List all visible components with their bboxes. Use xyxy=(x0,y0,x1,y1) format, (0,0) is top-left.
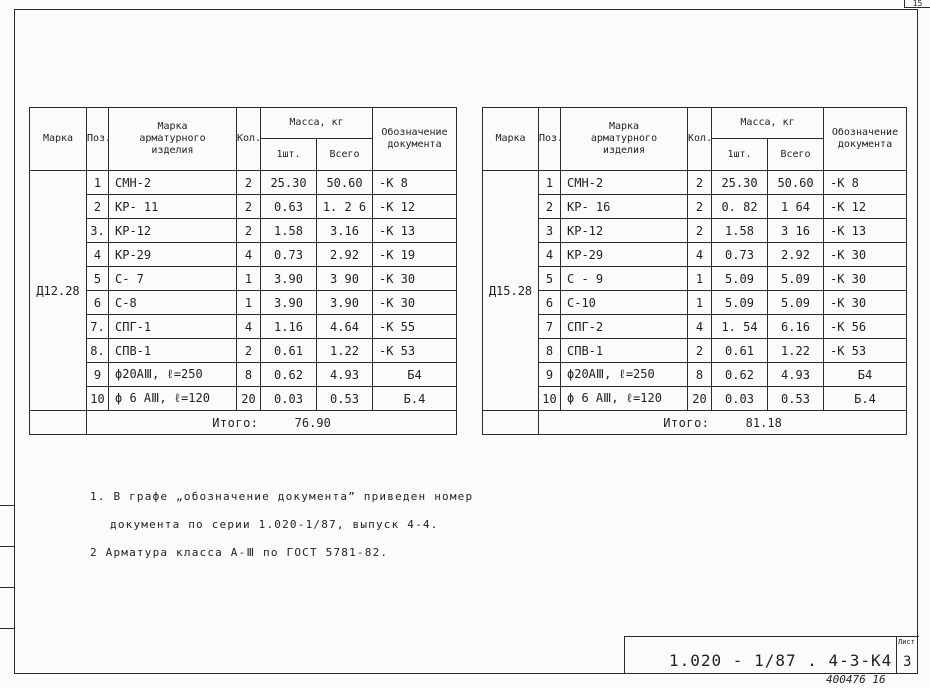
cell-qty: 2 xyxy=(237,171,261,195)
cell-qty: 1 xyxy=(237,291,261,315)
cell-doc: -К 30 xyxy=(373,291,457,315)
binding-strip-cell xyxy=(0,465,14,506)
cell-pos: 5 xyxy=(539,267,561,291)
cell-unit-mass: 0.61 xyxy=(261,339,317,363)
cell-item: КР-12 xyxy=(109,219,237,243)
header-item-mark-line: изделия xyxy=(151,145,194,156)
cell-unit-mass: 0.73 xyxy=(261,243,317,267)
binding-strip-cell xyxy=(0,506,14,547)
cell-total-mass: 50.60 xyxy=(768,171,824,195)
cell-pos: 1 xyxy=(539,171,561,195)
total-value: 76.90 xyxy=(294,415,331,430)
total-empty-cell xyxy=(483,411,539,435)
frame-right-line xyxy=(917,9,918,673)
cell-qty: 2 xyxy=(688,339,712,363)
cell-total-mass: 1 64 xyxy=(768,195,824,219)
cell-unit-mass: 25.30 xyxy=(712,171,768,195)
cell-doc: -К 30 xyxy=(824,243,907,267)
cell-total-mass: 5.09 xyxy=(768,291,824,315)
cell-qty: 1 xyxy=(237,267,261,291)
corner-number: 15 xyxy=(904,0,930,8)
cell-doc: -К 30 xyxy=(373,267,457,291)
header-pos: Поз. xyxy=(539,108,561,171)
table-row xyxy=(483,243,907,267)
table-row xyxy=(30,267,457,291)
cell-unit-mass: 25.30 xyxy=(261,171,317,195)
header-doc-line: документа xyxy=(837,139,893,150)
table-row xyxy=(483,219,907,243)
cell-qty: 4 xyxy=(237,315,261,339)
table-row xyxy=(483,387,907,411)
cell-doc: Б.4 xyxy=(373,387,457,411)
cell-total-mass: 0.53 xyxy=(317,387,373,411)
note-line: 1. В графе „обозначение документа” приведен номер xyxy=(90,490,474,503)
table-row xyxy=(483,339,907,363)
table-row xyxy=(483,267,907,291)
cell-qty: 2 xyxy=(688,171,712,195)
cell-pos: 7 xyxy=(539,315,561,339)
cell-qty: 2 xyxy=(688,195,712,219)
cell-unit-mass: 3.90 xyxy=(261,291,317,315)
cell-qty: 2 xyxy=(237,219,261,243)
cell-total-mass: 3.16 xyxy=(317,219,373,243)
table-row xyxy=(30,219,457,243)
total-empty-cell xyxy=(30,411,87,435)
cell-item: КР- 11 xyxy=(109,195,237,219)
cell-qty: 2 xyxy=(688,219,712,243)
header-mass-total: Всего xyxy=(768,139,824,171)
header-item-mark-line: изделия xyxy=(602,145,646,156)
total-label: Итого: xyxy=(663,415,710,430)
cell-item: ϕ20АⅢ, ℓ=250 xyxy=(561,363,688,387)
cell-unit-mass: 1. 54 xyxy=(712,315,768,339)
product-mark: Д12.28 xyxy=(30,171,87,411)
cell-doc: Б4 xyxy=(373,363,457,387)
cell-doc: -К 53 xyxy=(373,339,457,363)
cell-doc: -К 30 xyxy=(824,267,907,291)
header-qty: Кол. xyxy=(237,108,261,171)
table-row xyxy=(30,363,457,387)
cell-unit-mass: 3.90 xyxy=(261,267,317,291)
header-qty: Кол. xyxy=(688,108,712,171)
sheet-number: 3 xyxy=(903,654,912,670)
header-mark: Марка xyxy=(30,108,87,171)
header-mark: Марка xyxy=(483,108,539,171)
header-mass: Масса, кг xyxy=(712,108,824,139)
cell-total-mass: 2.92 xyxy=(317,243,373,267)
header-mass: Масса, кг xyxy=(261,108,373,139)
cell-unit-mass: 0.61 xyxy=(712,339,768,363)
cell-doc: -К 19 xyxy=(373,243,457,267)
drawing-code: 1.020 - 1/87 . 4-3-К4 xyxy=(669,651,893,670)
cell-unit-mass: 0.63 xyxy=(261,195,317,219)
cell-item: КР-29 xyxy=(561,243,688,267)
cell-unit-mass: 1.58 xyxy=(261,219,317,243)
cell-unit-mass: 0.73 xyxy=(712,243,768,267)
total-label: Итого: xyxy=(212,415,259,430)
cell-doc: -К 56 xyxy=(824,315,907,339)
cell-pos: 5 xyxy=(87,267,109,291)
cell-pos: 7. xyxy=(87,315,109,339)
cell-doc: -К 53 xyxy=(824,339,907,363)
cell-qty: 20 xyxy=(237,387,261,411)
cell-pos: 8 xyxy=(539,339,561,363)
cell-total-mass: 50.60 xyxy=(317,171,373,195)
table-row xyxy=(30,339,457,363)
cell-pos: 6 xyxy=(539,291,561,315)
binding-strip-cell xyxy=(0,588,14,629)
cell-unit-mass: 1.16 xyxy=(261,315,317,339)
table-row xyxy=(30,387,457,411)
cell-unit-mass: 0.62 xyxy=(712,363,768,387)
table-row xyxy=(483,171,907,195)
cell-item: СПВ-1 xyxy=(109,339,237,363)
cell-item: КР-29 xyxy=(109,243,237,267)
cell-total-mass: 4.93 xyxy=(768,363,824,387)
cell-doc: -К 13 xyxy=(824,219,907,243)
cell-qty: 2 xyxy=(237,339,261,363)
cell-item: С- 7 xyxy=(109,267,237,291)
cell-doc: -К 8 xyxy=(373,171,457,195)
spec-table-left xyxy=(29,107,457,435)
cell-item: ϕ 6 АⅢ, ℓ=120 xyxy=(109,387,237,411)
cell-pos: 10 xyxy=(539,387,561,411)
cell-unit-mass: 0. 82 xyxy=(712,195,768,219)
cell-qty: 4 xyxy=(688,315,712,339)
binding-strip xyxy=(0,465,15,673)
cell-qty: 4 xyxy=(688,243,712,267)
header-mass-total: Всего xyxy=(317,139,373,171)
cell-qty: 1 xyxy=(688,267,712,291)
table-row xyxy=(30,171,457,195)
cell-pos: 8. xyxy=(87,339,109,363)
title-block xyxy=(624,636,919,674)
table-row xyxy=(483,195,907,219)
cell-pos: 2 xyxy=(539,195,561,219)
cell-total-mass: 3 16 xyxy=(768,219,824,243)
header-item-mark-line: Марка xyxy=(608,121,640,132)
cell-item: СПГ-1 xyxy=(109,315,237,339)
cell-unit-mass: 1.58 xyxy=(712,219,768,243)
cell-item: С-8 xyxy=(109,291,237,315)
cell-total-mass: 1. 2 6 xyxy=(317,195,373,219)
cell-pos: 1 xyxy=(87,171,109,195)
cell-qty: 8 xyxy=(237,363,261,387)
header-item-mark xyxy=(561,108,688,171)
total-cell xyxy=(539,411,907,435)
header-item-mark-line: арматурного xyxy=(139,133,206,144)
cell-total-mass: 1.22 xyxy=(768,339,824,363)
cell-item: ϕ20АⅢ, ℓ=250 xyxy=(109,363,237,387)
cell-pos: 3. xyxy=(87,219,109,243)
cell-pos: 9 xyxy=(539,363,561,387)
cell-total-mass: 1.22 xyxy=(317,339,373,363)
cell-total-mass: 3.90 xyxy=(317,291,373,315)
cell-qty: 1 xyxy=(688,291,712,315)
sheet-box xyxy=(896,637,919,674)
cell-total-mass: 2.92 xyxy=(768,243,824,267)
cell-item: СМН-2 xyxy=(561,171,688,195)
cell-qty: 2 xyxy=(237,195,261,219)
header-item-mark-line: Марка xyxy=(157,121,188,132)
cell-unit-mass: 0.03 xyxy=(712,387,768,411)
header-doc-line: Обозначение xyxy=(831,127,899,138)
header-doc-line: документа xyxy=(387,139,442,150)
cell-doc: Б4 xyxy=(824,363,907,387)
cell-total-mass: 3 90 xyxy=(317,267,373,291)
cell-item: ϕ 6 АⅢ, ℓ=120 xyxy=(561,387,688,411)
cell-unit-mass: 5.09 xyxy=(712,291,768,315)
cell-pos: 6 xyxy=(87,291,109,315)
cell-pos: 4 xyxy=(539,243,561,267)
cell-qty: 8 xyxy=(688,363,712,387)
cell-item: С-10 xyxy=(561,291,688,315)
table-row xyxy=(30,291,457,315)
header-doc xyxy=(373,108,457,171)
cell-unit-mass: 5.09 xyxy=(712,267,768,291)
cell-item: С - 9 xyxy=(561,267,688,291)
total-cell xyxy=(87,411,457,435)
header-item-mark-line: арматурного xyxy=(590,133,658,144)
header-doc-line: Обозначение xyxy=(381,127,448,138)
archive-number: 400476 16 xyxy=(826,673,886,686)
cell-item: КР-12 xyxy=(561,219,688,243)
cell-item: КР- 16 xyxy=(561,195,688,219)
cell-doc: -К 55 xyxy=(373,315,457,339)
total-row xyxy=(30,411,457,435)
cell-item: СПВ-1 xyxy=(561,339,688,363)
header-doc xyxy=(824,108,907,171)
cell-item: СПГ-2 xyxy=(561,315,688,339)
cell-total-mass: 4.64 xyxy=(317,315,373,339)
cell-total-mass: 4.93 xyxy=(317,363,373,387)
cell-total-mass: 5.09 xyxy=(768,267,824,291)
cell-qty: 4 xyxy=(237,243,261,267)
sheet-label: Лист xyxy=(898,638,915,646)
table-row xyxy=(30,315,457,339)
cell-qty: 20 xyxy=(688,387,712,411)
table-row xyxy=(30,243,457,267)
cell-unit-mass: 0.62 xyxy=(261,363,317,387)
table-row xyxy=(483,315,907,339)
table-row xyxy=(30,195,457,219)
cell-doc: -К 12 xyxy=(373,195,457,219)
cell-total-mass: 0.53 xyxy=(768,387,824,411)
note-line: документа по серии 1.020-1/87, выпуск 4-4. xyxy=(110,518,439,531)
frame-top-line xyxy=(14,9,918,10)
cell-item: СМН-2 xyxy=(109,171,237,195)
cell-unit-mass: 0.03 xyxy=(261,387,317,411)
binding-strip-cell xyxy=(0,547,14,588)
note-line: 2 Арматура класса А-Ⅲ по ГОСТ 5781-82. xyxy=(90,546,389,559)
header-pos: Поз. xyxy=(87,108,109,171)
cell-doc: -К 8 xyxy=(824,171,907,195)
table-row xyxy=(483,363,907,387)
header-mass-unit: 1шт. xyxy=(712,139,768,171)
spec-table-right xyxy=(482,107,907,435)
header-mass-unit: 1шт. xyxy=(261,139,317,171)
header-item-mark xyxy=(109,108,237,171)
table-row xyxy=(483,291,907,315)
cell-pos: 4 xyxy=(87,243,109,267)
cell-pos: 3 xyxy=(539,219,561,243)
total-row xyxy=(483,411,907,435)
cell-pos: 9 xyxy=(87,363,109,387)
total-value: 81.18 xyxy=(745,415,782,430)
cell-pos: 10 xyxy=(87,387,109,411)
cell-doc: -К 30 xyxy=(824,291,907,315)
cell-total-mass: 6.16 xyxy=(768,315,824,339)
product-mark: Д15.28 xyxy=(483,171,539,411)
cell-doc: -К 13 xyxy=(373,219,457,243)
cell-doc: Б.4 xyxy=(824,387,907,411)
cell-doc: -К 12 xyxy=(824,195,907,219)
cell-pos: 2 xyxy=(87,195,109,219)
